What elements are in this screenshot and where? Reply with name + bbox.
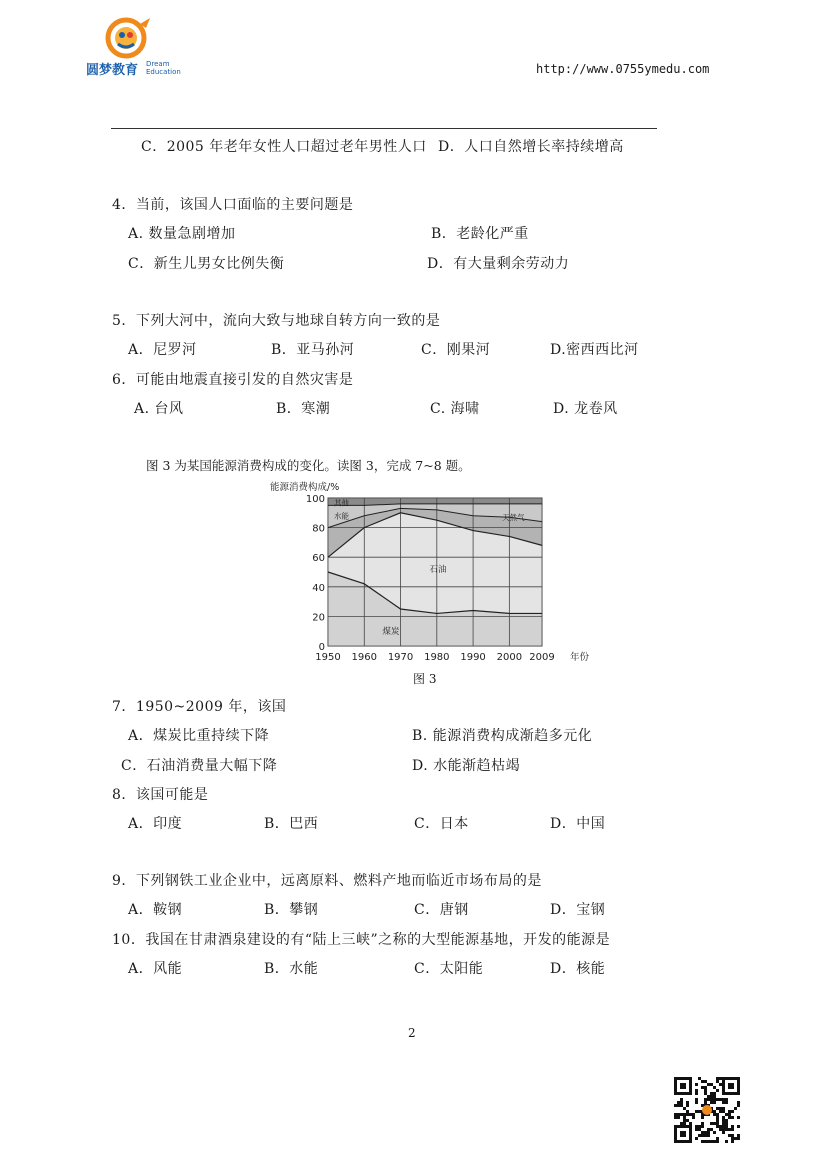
- qr-module: [725, 1113, 728, 1116]
- qr-module: [677, 1116, 680, 1119]
- qr-module: [692, 1113, 695, 1116]
- qr-module: [713, 1086, 716, 1089]
- qr-module: [701, 1080, 704, 1083]
- qr-module: [707, 1134, 710, 1137]
- qr-module: [686, 1119, 689, 1122]
- q10-stem: 10．我国在甘肃酒泉建设的有“陆上三峡”之称的大型能源基地，开发的能源是: [112, 932, 611, 948]
- qr-module: [731, 1140, 734, 1143]
- qr-module: [701, 1086, 704, 1089]
- q7-option-a: A．煤炭比重持续下降: [128, 728, 270, 744]
- qr-module: [704, 1134, 707, 1137]
- q6-option-d: D. 龙卷风: [553, 401, 618, 417]
- x-tick-1990: 1990: [460, 652, 486, 663]
- qr-module: [722, 1122, 725, 1125]
- logo-cn-text: 圆梦教育: [86, 63, 139, 78]
- energy-chart: [262, 478, 602, 663]
- qr-module: [719, 1110, 722, 1113]
- qr-module: [722, 1098, 725, 1101]
- qr-module: [698, 1134, 701, 1137]
- qr-module: [710, 1083, 713, 1086]
- qr-module: [677, 1113, 680, 1116]
- q3-option-d: D．人口自然增长率持续增高: [438, 139, 624, 155]
- qr-module: [737, 1101, 740, 1104]
- qr-module: [677, 1104, 680, 1107]
- y-axis-label: 能源消费构成/%: [270, 482, 340, 493]
- qr-module: [719, 1083, 722, 1086]
- qr-module: [716, 1080, 719, 1083]
- qr-module: [716, 1137, 719, 1140]
- figure-caption: 图 3: [413, 672, 437, 686]
- qr-module: [686, 1101, 689, 1104]
- y-tick-80: 80: [312, 523, 325, 535]
- qr-module: [695, 1089, 698, 1092]
- qr-module: [728, 1116, 731, 1119]
- qr-module: [725, 1140, 728, 1143]
- qr-module: [686, 1110, 689, 1113]
- qr-module: [713, 1131, 716, 1134]
- qr-module: [725, 1128, 728, 1131]
- qr-module: [704, 1086, 707, 1089]
- q5-option-a: A．尼罗河: [128, 342, 197, 358]
- q7-stem: 7．1950~2009 年，该国: [112, 699, 287, 715]
- qr-module: [713, 1095, 716, 1098]
- qr-module: [719, 1128, 722, 1131]
- q8-option-c: C．日本: [414, 816, 469, 832]
- q5-option-d: D.密西西比河: [550, 342, 639, 358]
- q8-option-b: B．巴西: [264, 816, 319, 832]
- qr-module: [704, 1098, 707, 1101]
- qr-module: [722, 1110, 725, 1113]
- qr-module: [710, 1095, 713, 1098]
- q7-option-b: B. 能源消费构成渐趋多元化: [412, 728, 593, 744]
- qr-module: [722, 1107, 725, 1110]
- qr-module: [716, 1122, 719, 1125]
- qr-module: [710, 1098, 713, 1101]
- page-number: 2: [408, 1026, 416, 1040]
- qr-module: [701, 1122, 704, 1125]
- x-tick-1970: 1970: [387, 652, 414, 663]
- qr-module: [689, 1122, 692, 1125]
- qr-module: [719, 1098, 722, 1101]
- qr-module: [737, 1137, 740, 1140]
- qr-module: [737, 1134, 740, 1137]
- qr-module: [704, 1089, 707, 1092]
- q4-option-d: D．有大量剩余劳动力: [427, 256, 570, 272]
- y-tick-60: 60: [312, 553, 325, 565]
- qr-module: [680, 1101, 683, 1104]
- qr-module: [689, 1113, 692, 1116]
- qr-module: [695, 1128, 698, 1131]
- q9-option-a: A．鞍钢: [128, 902, 183, 918]
- qr-module: [713, 1098, 716, 1101]
- q4-option-c: C．新生儿男女比例失衡: [128, 256, 285, 272]
- qr-module: [692, 1116, 695, 1119]
- logo-en-line2: Education: [146, 68, 181, 76]
- qr-module: [716, 1125, 719, 1128]
- qr-module: [716, 1098, 719, 1101]
- qr-module: [722, 1119, 725, 1122]
- qr-module: [695, 1083, 698, 1086]
- energy-chart-svg: [262, 478, 602, 663]
- x-tick-1960: 1960: [351, 652, 377, 663]
- qr-module: [701, 1140, 704, 1143]
- qr-module: [731, 1116, 734, 1119]
- qr-module: [725, 1098, 728, 1101]
- qr-module: [710, 1092, 713, 1095]
- y-tick-100: 100: [305, 494, 325, 505]
- qr-module: [704, 1080, 707, 1083]
- y-tick-40: 40: [312, 582, 325, 594]
- qr-module: [719, 1077, 722, 1080]
- qr-module: [698, 1110, 701, 1113]
- region-label-other: 其他: [334, 498, 349, 508]
- q10-option-d: D．核能: [550, 961, 606, 977]
- qr-module: [710, 1122, 713, 1125]
- y-tick-20: 20: [312, 612, 325, 624]
- qr-module: [737, 1125, 740, 1128]
- qr-module: [731, 1137, 734, 1140]
- header-url[interactable]: http://www.0755ymedu.com: [536, 62, 710, 76]
- q6-option-c: C. 海啸: [430, 401, 480, 417]
- x-tick-2009: 2009: [529, 652, 555, 663]
- q8-stem: 8．该国可能是: [112, 787, 209, 803]
- qr-module: [707, 1128, 710, 1131]
- qr-module: [683, 1116, 686, 1119]
- qr-module: [713, 1092, 716, 1095]
- qr-module: [725, 1125, 728, 1128]
- qr-module: [722, 1128, 725, 1131]
- q7-option-c: C．石油消费量大幅下降: [121, 758, 278, 774]
- qr-module: [704, 1092, 707, 1095]
- x-axis-label: 年份: [570, 652, 590, 663]
- qr-module: [674, 1113, 677, 1116]
- qr-module: [704, 1131, 707, 1134]
- qr-module: [722, 1101, 725, 1104]
- logo-en-line1: Dream: [146, 60, 170, 68]
- qr-module: [728, 1110, 731, 1113]
- q8-option-a: A．印度: [128, 816, 183, 832]
- q6-stem: 6．可能由地震直接引发的自然灾害是: [112, 372, 354, 388]
- y-tick-0: 0: [318, 642, 325, 653]
- qr-module: [683, 1113, 686, 1116]
- qr-module: [710, 1140, 713, 1143]
- qr-module: [704, 1101, 707, 1104]
- q9-stem: 9．下列钢铁工业企业中，远离原料、燃料产地而临近市场布局的是: [112, 873, 542, 889]
- qr-module: [722, 1131, 725, 1134]
- q10-option-b: B．水能: [264, 961, 319, 977]
- qr-module: [680, 1104, 683, 1107]
- region-label-oil: 石油: [429, 565, 447, 575]
- qr-code[interactable]: [672, 1075, 742, 1145]
- qr-module: [674, 1104, 677, 1107]
- q10-option-a: A．风能: [128, 961, 183, 977]
- q6-option-b: B．寒潮: [276, 401, 331, 417]
- qr-module: [728, 1113, 731, 1116]
- qr-module: [734, 1107, 737, 1110]
- qr-module: [731, 1128, 734, 1131]
- qr-module: [731, 1110, 734, 1113]
- qr-module: [695, 1101, 698, 1104]
- qr-module: [716, 1113, 719, 1116]
- qr-module: [731, 1125, 734, 1128]
- qr-module: [713, 1113, 716, 1116]
- q9-option-c: C．唐钢: [414, 902, 469, 918]
- qr-module: [707, 1095, 710, 1098]
- qr-module: [716, 1119, 719, 1122]
- qr-module: [719, 1125, 722, 1128]
- qr-module: [695, 1092, 698, 1095]
- q5-stem: 5．下列大河中，流向大致与地球自转方向一致的是: [112, 313, 441, 329]
- q6-option-a: A. 台风: [134, 401, 184, 417]
- q3-option-c: C．2005 年老年女性人口超过老年男性人口: [141, 139, 427, 155]
- qr-module: [677, 1101, 680, 1104]
- qr-module: [722, 1125, 725, 1128]
- header-divider: [111, 128, 657, 129]
- qr-module: [716, 1089, 719, 1092]
- qr-module: [707, 1083, 710, 1086]
- qr-module: [695, 1137, 698, 1140]
- qr-module: [722, 1116, 725, 1119]
- qr-module: [737, 1116, 740, 1119]
- qr-module: [710, 1128, 713, 1131]
- qr-module: [716, 1077, 719, 1080]
- qr-module: [713, 1110, 716, 1113]
- qr-module: [680, 1113, 683, 1116]
- qr-module: [707, 1098, 710, 1101]
- qr-module: [683, 1122, 686, 1125]
- qr-module: [695, 1110, 698, 1113]
- q8-option-d: D．中国: [550, 816, 606, 832]
- qr-module: [707, 1140, 710, 1143]
- qr-module: [713, 1140, 716, 1143]
- x-tick-1980: 1980: [424, 652, 450, 663]
- qr-module: [686, 1104, 689, 1107]
- qr-module: [683, 1119, 686, 1122]
- q4-stem: 4．当前，该国人口面临的主要问题是: [112, 197, 354, 213]
- region-label-hydro: 水能: [334, 511, 349, 521]
- qr-module: [725, 1122, 728, 1125]
- qr-module: [731, 1134, 734, 1137]
- qr-module: [716, 1116, 719, 1119]
- q5-option-b: B．亚马孙河: [271, 342, 355, 358]
- qr-module: [698, 1077, 701, 1080]
- qr-module: [695, 1125, 698, 1128]
- qr-module: [686, 1113, 689, 1116]
- qr-module: [728, 1134, 731, 1137]
- q5-option-c: C．刚果河: [421, 342, 491, 358]
- qr-module: [674, 1116, 677, 1119]
- figure-intro: 图 3 为某国能源消费构成的变化。读图 3，完成 7~8 题。: [146, 458, 471, 473]
- qr-module: [695, 1098, 698, 1101]
- region-label-gas: 天然气: [502, 513, 525, 523]
- q4-option-b: B．老龄化严重: [431, 226, 529, 242]
- qr-module: [710, 1101, 713, 1104]
- qr-module: [680, 1122, 683, 1125]
- qr-module: [704, 1140, 707, 1143]
- qr-module: [713, 1101, 716, 1104]
- qr-module: [716, 1140, 719, 1143]
- qr-module: [698, 1128, 701, 1131]
- qr-module: [716, 1107, 719, 1110]
- qr-module: [701, 1131, 704, 1134]
- qr-module: [737, 1104, 740, 1107]
- q9-option-d: D．宝钢: [550, 902, 606, 918]
- qr-module: [725, 1119, 728, 1122]
- qr-module: [728, 1128, 731, 1131]
- qr-module: [701, 1125, 704, 1128]
- qr-module: [713, 1122, 716, 1125]
- qr-module: [701, 1116, 704, 1119]
- qr-module: [707, 1131, 710, 1134]
- x-tick-1950: 1950: [315, 652, 341, 663]
- qr-module: [734, 1137, 737, 1140]
- q9-option-b: B．攀钢: [264, 902, 319, 918]
- q7-option-d: D. 水能渐趋枯竭: [412, 758, 521, 774]
- x-tick-2000: 2000: [496, 652, 523, 663]
- logo: [84, 14, 194, 78]
- qr-module: [683, 1107, 686, 1110]
- qr-module: [680, 1098, 683, 1101]
- q10-option-c: C．太阳能: [414, 961, 484, 977]
- qr-module: [698, 1125, 701, 1128]
- qr-module: [725, 1101, 728, 1104]
- qr-module: [719, 1107, 722, 1110]
- qr-module: [701, 1134, 704, 1137]
- region-label-coal: 煤炭: [382, 627, 400, 638]
- q4-option-a: A. 数量急剧增加: [128, 226, 236, 242]
